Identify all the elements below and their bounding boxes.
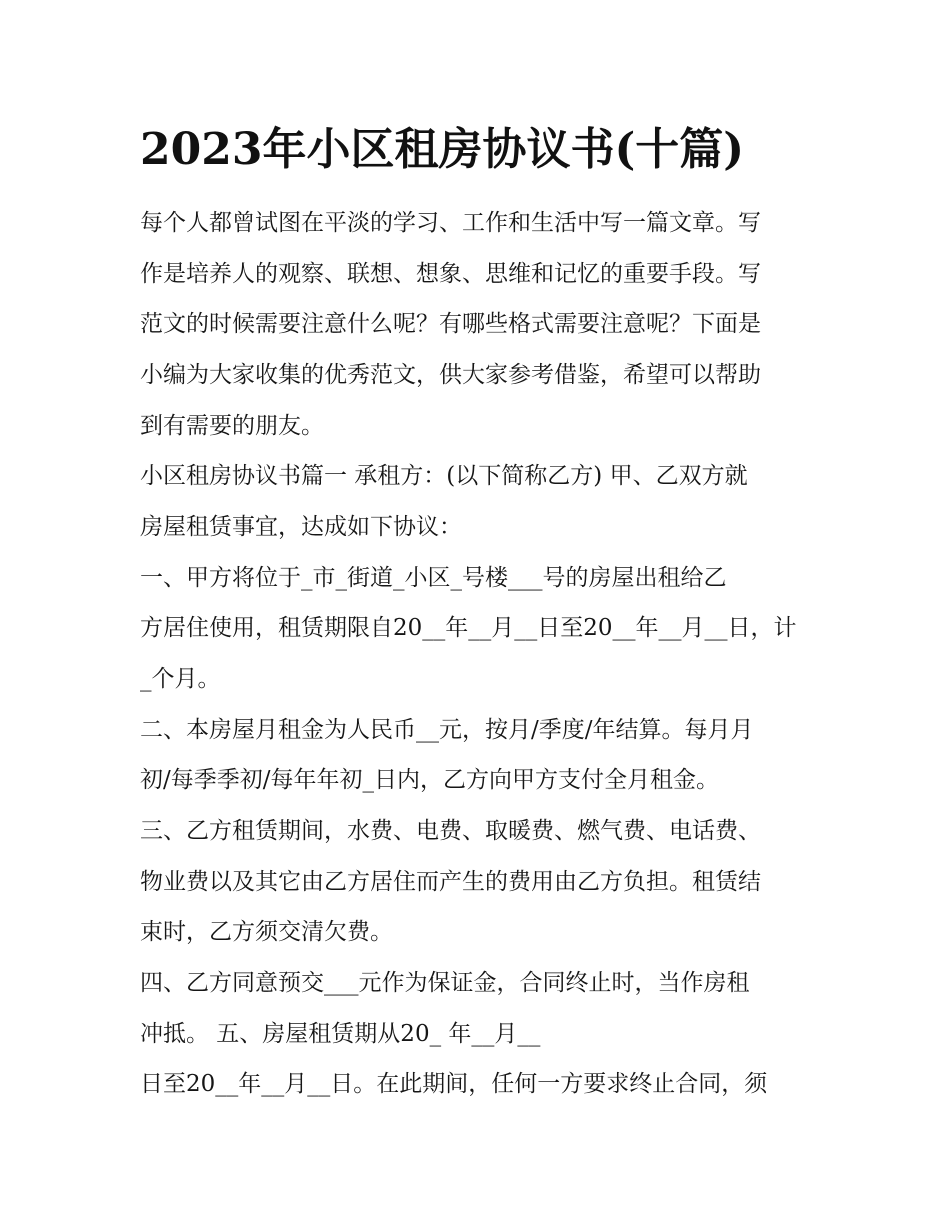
body-line: 小编为大家收集的优秀范文，供大家参考借鉴，希望可以帮助 (140, 362, 761, 388)
body-line: 每个人都曾试图在平淡的学习、工作和生活中写一篇文章。写 (140, 210, 761, 236)
body-line: 物业费以及其它由乙方居住而产生的费用由乙方负担。租赁结 (140, 869, 761, 895)
body-line: _个月。 (140, 666, 221, 692)
body-line: 初/每季季初/每年年初_日内，乙方向甲方支付全月租金。 (140, 767, 719, 793)
body-line: 到有需要的朋友。 (140, 413, 324, 439)
body-line: 房屋租赁事宜，达成如下协议： (140, 514, 462, 540)
body-line: 冲抵。 五、房屋租赁期从20_ 年__月__ (140, 1021, 541, 1047)
body-line: 方居住使用，租赁期限自20__年__月__日至20__年__月__日，计 (140, 615, 797, 641)
body-line: 四、乙方同意预交___元作为保证金，合同终止时，当作房租 (140, 970, 750, 996)
body-line: 二、本房屋月租金为人民币__元，按月/季度/年结算。每月月 (140, 717, 754, 743)
body-line: 束时，乙方须交清欠费。 (140, 919, 393, 945)
body-line: 范文的时候需要注意什么呢？有哪些格式需要注意呢？下面是 (140, 311, 761, 337)
body-line: 作是培养人的观察、联想、想象、思维和记忆的重要手段。写 (140, 261, 761, 287)
body-line: 日至20__年__月__日。在此期间，任何一方要求终止合同，须 (140, 1071, 768, 1097)
body-line: 一、甲方将位于_市_街道_小区_号楼___号的房屋出租给乙 (140, 565, 727, 591)
document-title: 2023年小区租房协议书(十篇) (140, 124, 745, 175)
body-line: 小区租房协议书篇一 承租方：(以下简称乙方) 甲、乙双方就 (140, 463, 748, 489)
body-line: 三、乙方租赁期间，水费、电费、取暖费、燃气费、电话费、 (140, 818, 761, 844)
